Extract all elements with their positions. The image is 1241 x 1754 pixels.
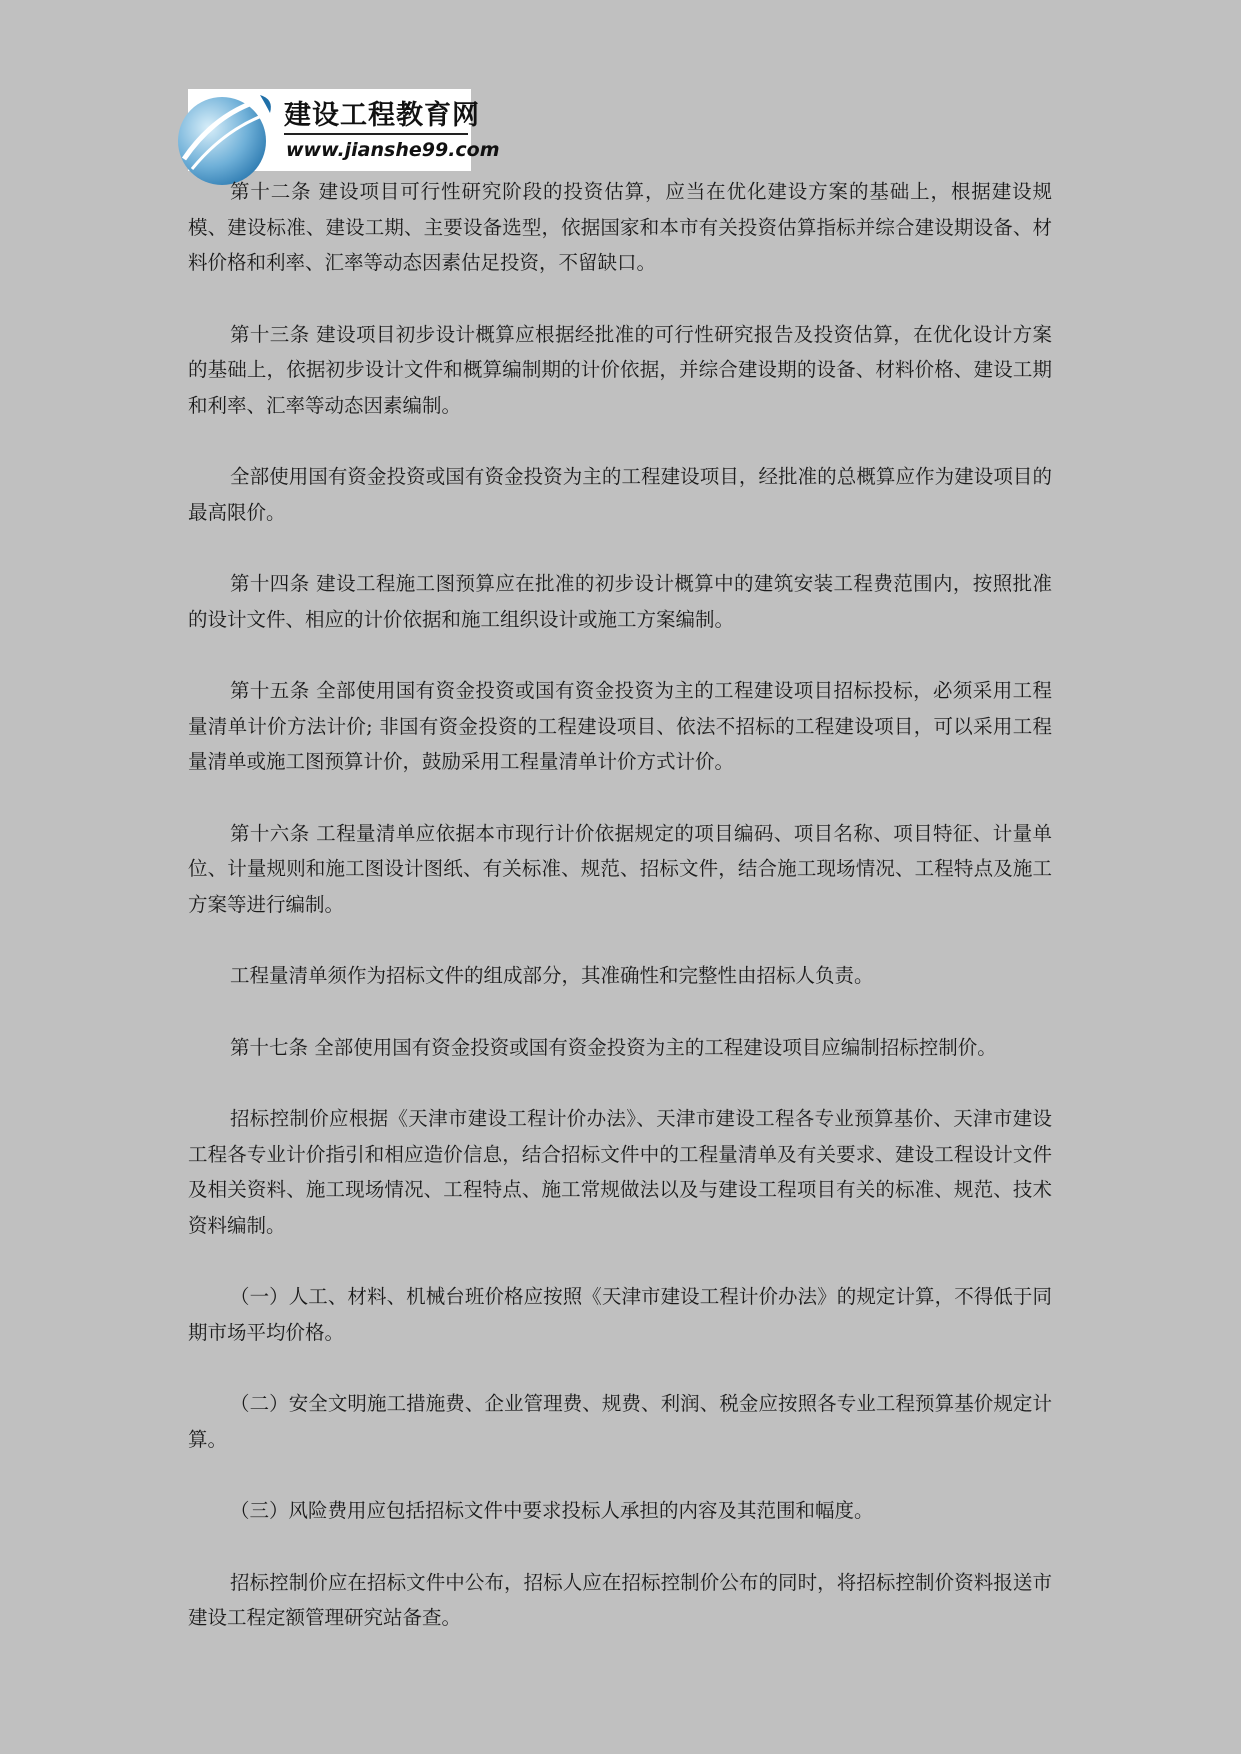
paragraph-article-16: 第十六条 工程量清单应依据本市现行计价依据规定的项目编码、项目名称、项目特征、计量单位、计量规则和施工图设计图纸、有关标准、规范、招标文件，结合施工现场情况、工程特点及施工方案等进行编制。 — [188, 821, 1052, 916]
logo-title: 建设工程教育网 — [284, 100, 480, 131]
site-logo — [188, 89, 500, 171]
paragraph-max-price: 全部使用国有资金投资或国有资金投资为主的工程建设项目，经批准的总概算应作为建设项目的最高限价。 — [188, 465, 1052, 524]
globe-logo-icon — [188, 89, 280, 171]
paragraph-article-15: 第十五条 全部使用国有资金投资或国有资金投资为主的工程建设项目招标投标，必须采用工程量清单计价方法计价; 非国有资金投资的工程建设项目、依法不招标的工程建设项目，可以采用工程量清单或施工图预算计价，鼓励采用工程量清单计价方式计价。 — [188, 679, 1052, 773]
paragraph-control-price-publish: 招标控制价应在招标文件中公布，招标人应在招标控制价公布的同时，将招标控制价资料报送市建设工程定额管理研究站备查。 — [188, 1570, 1052, 1629]
paragraph-article-13: 第十三条 建设项目初步设计概算应根据经批准的可行性研究报告及投资估算，在优化设计方案的基础上，依据初步设计文件和概算编制期的计价依据，并综合建设期的设备、材料价格、建设工期和利率、汇率等动态因素编制。 — [188, 322, 1052, 417]
paragraph-item-1: （一）人工、材料、机械台班价格应按照《天津市建设工程计价办法》的规定计算，不得低于同期市场平均价格。 — [188, 1285, 1052, 1344]
paragraph-article-14: 第十四条 建设工程施工图预算应在批准的初步设计概算中的建筑安装工程费范围内，按照批准的设计文件、相应的计价依据和施工组织设计或施工方案编制。 — [188, 572, 1052, 631]
paragraph-article-17: 第十七条 全部使用国有资金投资或国有资金投资为主的工程建设项目应编制招标控制价。 — [230, 1035, 997, 1059]
paragraph-article-12: 第十二条 建设项目可行性研究阶段的投资估算，应当在优化建设方案的基础上，根据建设规模、建设标准、建设工期、主要设备选型，依据国家和本市有关投资估算指标并综合建设期设备、材料价格和利率、汇率等动态因素估足投资，不留缺口。 — [188, 180, 1052, 274]
paragraph-item-2: （二）安全文明施工措施费、企业管理费、规费、利润、税金应按照各专业工程预算基价规定计算。 — [188, 1392, 1052, 1451]
document-body — [188, 174, 1052, 1672]
paragraph-control-price-basis: 招标控制价应根据《天津市建设工程计价办法》、天津市建设工程各专业预算基价、天津市建设工程各专业计价指引和相应造价信息，结合招标文件中的工程量清单及有关要求、建设工程设计文件及相关资料、施工现场情况、工程特点、施工常规做法以及与建设工程项目有关的标准、规范、技术资料编制。 — [188, 1107, 1052, 1237]
paragraph-item-3: （三）风险费用应包括招标文件中要求投标人承担的内容及其范围和幅度。 — [230, 1499, 874, 1522]
paragraph-bill-of-quantities: 工程量清单须作为招标文件的组成部分，其准确性和完整性由招标人负责。 — [230, 964, 874, 987]
logo-divider — [284, 133, 468, 135]
logo-url: www.jianshe99.com — [286, 139, 500, 161]
